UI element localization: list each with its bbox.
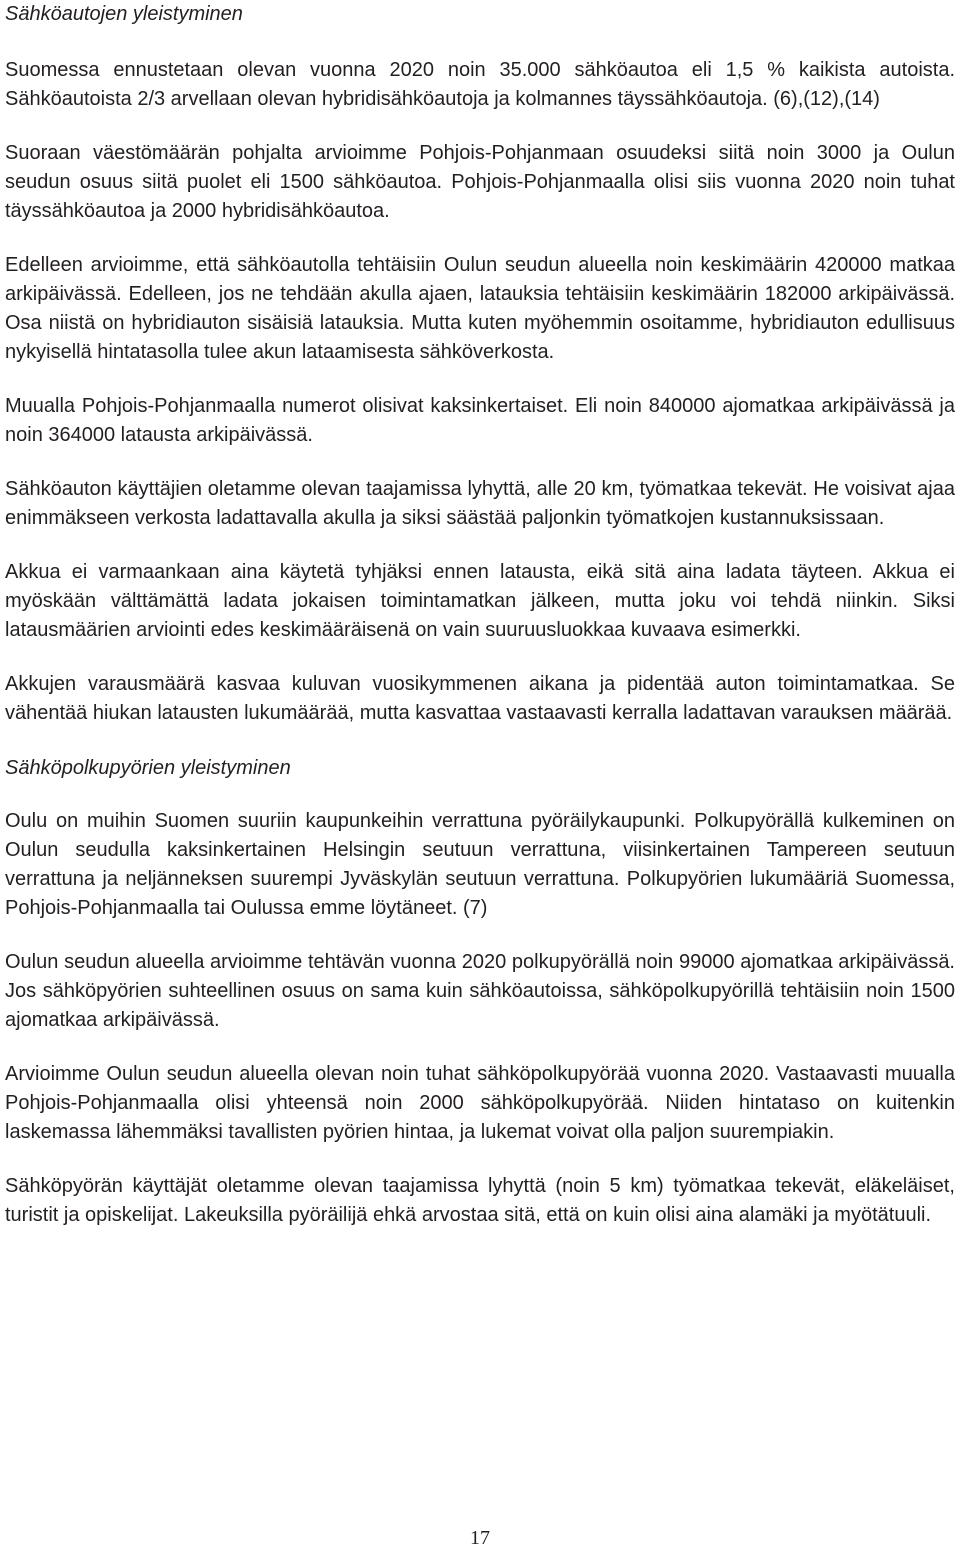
paragraph-ev-battery-capacity: Akkujen varausmäärä kasvaa kuluvan vuosikymmenen aikana ja pidentää auton toimintamatkaa. Se vähentää hiukan latausten lukumäärää, mutta kasvattaa vastaavasti kerralla ladattavan varauksen määrää.: [5, 673, 955, 724]
document-page: [5, 0, 955, 1230]
paragraph-ev-regional-share: Suoraan väestömäärän pohjalta arvioimme Pohjois-Pohjanmaan osuudeksi siitä noin 3000 ja Oulun seudun osuus siitä puolet eli 1500 sähköautoa. Pohjois-Pohjanmaalla olisi siis vuonna 2020 noin tuhat täyssähköautoa ja 2000 hybridisähköautoa.: [5, 142, 955, 222]
section-heading-ebike: Sähköpolkupyörien yleistyminen: [5, 757, 291, 779]
paragraph-ev-users: Sähköauton käyttäjien oletamme olevan taajamissa lyhyttä, alle 20 km, työmatkaa tekevät. He voisivat ajaa enimmäkseen verkosta ladattavalla akulla ja siksi säästää paljonkin työmatkojen kustannuksissaan.: [5, 478, 955, 529]
paragraph-ev-rest-of-region: Muualla Pohjois-Pohjanmaalla numerot olisivat kaksinkertaiset. Eli noin 840000 ajomatkaa arkipäivässä ja noin 364000 latausta arkipäivässä.: [5, 395, 955, 446]
paragraph-ev-forecast: Suomessa ennustetaan olevan vuonna 2020 noin 35.000 sähköautoa eli 1,5 % kaikista autoista. Sähköautoista 2/3 arvellaan olevan hybridisähköautoja ja kolmannes täyssähköautoja. (6),(12),(14): [5, 59, 955, 110]
paragraph-ev-battery-usage: Akkua ei varmaankaan aina käytetä tyhjäksi ennen latausta, eikä sitä aina ladata täyteen. Akkua ei myöskään välttämättä ladata jokaisen toimintamatkan jälkeen, mutta joku voi tehdä niinkin. Siksi latausmäärien arviointi edes keskimääräisenä on vain suuruusluokkaa kuvaava esimerkki.: [5, 561, 955, 641]
paragraph-ebike-trips: Oulun seudun alueella arvioimme tehtävän vuonna 2020 polkupyörällä noin 99000 ajomatkaa arkipäivässä. Jos sähköpyörien suhteellinen osuus on sama kuin sähköautoissa, sähköpolkupyörillä tehtäisiin noin 1500 ajomatkaa arkipäivässä.: [5, 951, 955, 1031]
paragraph-ebike-count: Arvioimme Oulun seudun alueella olevan noin tuhat sähköpolkupyörää vuonna 2020. Vastaavasti muualla Pohjois-Pohjanmaalla olisi yhteensä noin 2000 sähköpolkupyörää. Niiden hintataso on kuitenkin laskemassa lähemmäksi tavallisten pyörien hintaa, ja lukemat voivat olla paljon suurempiakin.: [5, 1063, 955, 1143]
paragraph-ebike-cycling-city: Oulu on muihin Suomen suuriin kaupunkeihin verrattuna pyöräilykaupunki. Polkupyörällä kulkeminen on Oulun seudulla kaksinkertainen Helsingin seutuun verrattuna, viisinkertainen Tampereen seutuun verrattuna ja neljänneksen suurempi Jyväskylän seutuun verrattuna. Polkupyörien lukumääriä Suomessa, Pohjois-Pohjanmaalla tai Oulussa emme löytäneet. (7): [5, 810, 955, 919]
paragraph-ebike-users: Sähköpyörän käyttäjät oletamme olevan taajamissa lyhyttä (noin 5 km) työmatkaa tekevät, eläkeläiset, turistit ja opiskelijat. Lakeuksilla pyöräilijä ehkä arvostaa sitä, että on kuin olisi aina alamäki ja myötätuuli.: [5, 1175, 955, 1226]
page-number: 17: [470, 1527, 490, 1549]
paragraph-ev-trips: Edelleen arvioimme, että sähköautolla tehtäisiin Oulun seudun alueella noin keskimäärin 420000 matkaa arkipäivässä. Edelleen, jos ne tehdään akulla ajaen, latauksia tehtäisiin keskimäärin 182000 arkipäivässä. Osa niistä on hybridiauton sisäisiä latauksia. Mutta kuten myöhemmin osoitamme, hybridiauton edullisuus nykyisellä hintatasolla tulee akun lataamisesta sähköverkosta.: [5, 254, 955, 363]
section-heading-ev: Sähköautojen yleistyminen: [5, 3, 243, 25]
